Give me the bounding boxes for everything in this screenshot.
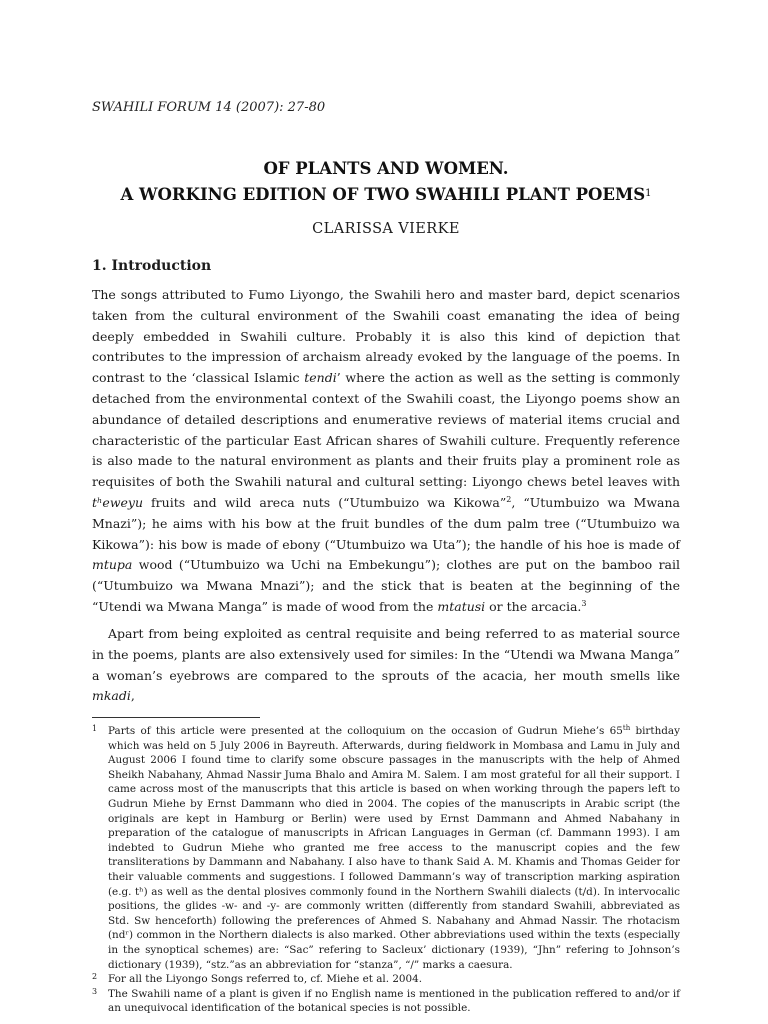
- footnote-superscript: th: [622, 724, 631, 732]
- p1-term-tweyu: tʰeweyu: [92, 494, 144, 510]
- p1-term-mtatusi: mtatusi: [437, 598, 486, 614]
- p1-text-d: , “Utumbuizo wa Mwana Mnazi”); he aims with his bow at the fruit bundles of the dum palm tree (“Utumbuizo wa Kikowa”): his bow is made of ebony (“Utumbuizo wa Uta”); the handle of his hoe is made of: [92, 494, 681, 552]
- author-name: CLARISSA VIERKE: [312, 221, 460, 237]
- title-line-2-text: A WORKING EDITION OF TWO SWAHILI PLANT POEMS: [120, 185, 646, 204]
- footnote-1: [92, 724, 680, 972]
- p2-text-a: Apart from being exploited as central requisite and being referred to as material source in the poems, plants are also extensively used for similes: In the “Utendi wa Mwana Manga” a woman’s eyebrows are compared to the sprouts of the acacia, her mouth smells like: [92, 626, 680, 683]
- article-title: [92, 156, 680, 207]
- title-line-1: OF PLANTS AND WOMEN.: [263, 159, 509, 178]
- p1-term-tendi: tendi: [304, 370, 337, 386]
- footnote-ref-2[interactable]: 2: [506, 494, 512, 504]
- paragraph-1: [92, 285, 680, 618]
- p1-term-mtupa: mtupa: [92, 557, 133, 573]
- p1-text-c: fruits and wild areca nuts (“Utumbuizo wa Kikowa”: [143, 494, 507, 510]
- footnote-number: 1: [92, 724, 98, 733]
- footnote-text-cont: birthday which was held on 5 July 2006 in Bayreuth. Afterwards, during fieldwork in Mombasa and Lamu in July and August 2006 I found time to clarify some obscure passages in the manuscripts with the help of Ahmed Sheikh Nabahany, Ahmad Nassir Juma Bhalo and Amira M. Salem. I am most grateful for all their support. I came across most of the manuscripts that this article is based on when working through the papers left to Gudrun Miehe by Ernst Dammann who died in 2004. The copies of the manuscripts in Arabic script (the originals are kept in Hamburg or Berlin) were used by Ernst Dammann and Ahmed Nabahany in preparation of the catalogue of manuscripts in African Languages in German (cf. Dammann 1993). I am indebted to Gudrun Miehe who granted me free access to the manuscript copies and the few transliterations by Dammann and Nabahany. I also have to thank Said A. M. Khamis and Thomas Geider for their valuable comments and suggestions. I followed Dammann’s way of transcription marking aspiration (e.g. tʰ) as well as the dental plosives commonly found in the Northern Swahili dialects (t/d). In intervocalic positions, the glides -w- and -y- are commonly written (differently from standard Swahili, abbreviated as Std. Sw henceforth) following the preferences of Ahmed S. Nabahany and Ahmad Nassir. The rhotacism (ndʳ) common in the Northern dialects is also marked. Other abbreviations used within the texts (especially in the synoptical schemes) are: “Sac” refering to Sacleux’ dictionary (1939), “Jhn” refering to Johnson’s dictionary (1939), “stz.”as an abbreviation for “stanza”, “/” marks a caesura.: [108, 725, 680, 971]
- footnote-3: [92, 987, 680, 1016]
- title-line-2: [92, 181, 680, 207]
- title-footnote-marker[interactable]: 1: [645, 188, 652, 199]
- p1-text-a: The songs attributed to Fumo Liyongo, the Swahili hero and master bard, depict scenarios taken from the cultural environment of the Swahili coast emanating the idea of being deeply embedded in Swahili culture. Probably it is also this kind of depiction that contributes to the impression of archaism already evoked by the language of the poems. In contrast to the ‘classical Islamic: [92, 287, 680, 386]
- p1-text-f: or the arcacia.: [485, 598, 582, 614]
- journal-citation: SWAHILI FORUM 14 (2007): 27-80: [92, 100, 326, 115]
- footnote-divider: [92, 717, 260, 718]
- footnote-text: The Swahili name of a plant is given if no English name is mentioned in the publication reffered to and/or if an unequivocal identification of the botanical species is not possible.: [108, 987, 680, 1015]
- paragraph-2: [92, 624, 680, 707]
- p2-term-mkadi: mkadi: [92, 688, 131, 704]
- section-heading: 1. Introduction: [92, 258, 212, 274]
- footnote-2: [92, 972, 680, 987]
- footnotes: [92, 724, 680, 1016]
- footnote-number: 2: [92, 972, 98, 982]
- footnote-text: Parts of this article were presented at the colloquium on the occasion of Gudrun Miehe’s 65: [108, 725, 623, 737]
- footnote-text: For all the Liyongo Songs referred to, cf. Miehe et al. 2004.: [108, 973, 423, 986]
- p2-text-b: ,: [130, 688, 135, 704]
- footnote-number: 3: [92, 986, 98, 996]
- p1-text-e: wood (“Utumbuizo wa Uchi na Embekungu”); clothes are put on the bamboo rail (“Utumbuizo wa Mwana Mnazi”); and the stick that is beaten at the beginning of the “Utendi wa Mwana Manga” is made of wood from the: [92, 557, 680, 614]
- p1-text-b: ’ where the action as well as the setting is commonly detached from the environmental context of the Swahili coast, the Liyongo poems show an abundance of detailed descriptions and enumerative reviews of material items crucial and characteristic of the particular East African shares of Swahili culture. Frequently reference is also made to the natural environment as plants and their fruits play a prominent role as requisites of both the Swahili natural and cultural setting: Liyongo chews betel leaves with: [92, 370, 680, 490]
- footnote-ref-3[interactable]: 3: [581, 598, 587, 608]
